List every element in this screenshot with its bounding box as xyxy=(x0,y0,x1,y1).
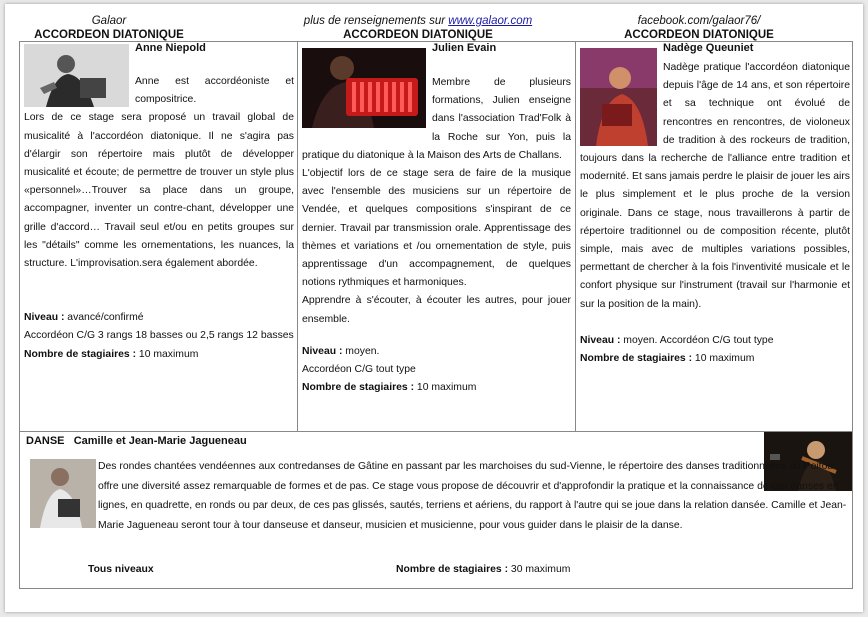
teacher-name: Julien Evain xyxy=(432,42,497,54)
level-label: Niveau : xyxy=(302,345,343,357)
column-divider xyxy=(575,42,576,431)
website-link[interactable]: www.galaor.com xyxy=(448,15,533,27)
level-line xyxy=(302,343,571,361)
level-label: Niveau : xyxy=(580,334,621,346)
teacher-card-anne xyxy=(24,42,294,364)
level-line xyxy=(580,332,850,350)
instrument-line: Accordéon C/G 3 rangs 18 basses ou 2,5 rangs 12 basses xyxy=(24,330,294,342)
accordion-player-photo-icon xyxy=(24,44,129,107)
teacher-photo xyxy=(24,44,129,107)
info-line xyxy=(293,14,543,28)
level-line xyxy=(24,309,294,327)
dance-level: Tous niveaux xyxy=(88,564,154,575)
teacher-intro: Membre de plusieurs formations, Julien enseigne dans l'association Trad'Folk à la Roche sur Yon, puis la pratique du diatonique à la Maison des Arts de Challans. xyxy=(302,77,571,161)
dance-section xyxy=(20,432,852,589)
section-title-center: ACCORDEON DIATONIQUE xyxy=(343,29,493,41)
dance-teachers: Camille et Jean-Marie Jagueneau xyxy=(73,435,247,447)
accordion-player-photo-icon xyxy=(302,48,426,128)
trainees-label: Nombre de stagiaires : xyxy=(580,353,693,365)
teacher-photo xyxy=(302,48,426,128)
teacher-description: Lors de ce stage sera proposé un travail global de musicalité à l'accordéon diatonique. Il ne s'agira pas d'élargir son répertoire mais plutôt de développer musicalité et écoute; de permettre de trouver un style plus «personnel»…Trouver sa place dans un groupe, accompagner, inventer un contre-chant, développer une grille d'accord… Travail seul et/ou en petits groupes sur les "détails" comme les ornementations, les nuances, la structure. L'improvisation.sera également abordée. xyxy=(24,112,294,270)
trainees-value: 10 maximum xyxy=(414,382,477,394)
musician-photo-icon xyxy=(30,459,96,528)
level-value: moyen. Accordéon C/G tout type xyxy=(620,334,774,346)
info-prefix: plus de renseignements sur xyxy=(303,15,449,27)
dance-label: DANSE xyxy=(26,435,65,447)
level-value: moyen. xyxy=(342,345,380,357)
teacher-closing: Apprendre à s'écouter, à écouter les autres, pour jouer ensemble. xyxy=(302,295,571,325)
header-center xyxy=(293,14,543,42)
instrument-line: Accordéon C/G tout type xyxy=(302,364,416,376)
header-right xyxy=(609,14,789,42)
teacher-description: L'objectif lors de ce stage sera de faire de la musique avec l'ensemble des musiciens sur un répertoire de Vendée, et quelques compositions s'inspirant de ce dernier. Travail par transmission orale. Apprentissage des thèmes et variations et /ou ornementation de style, puis apprentissage d'un accompagnement, de quelques notions rythmiques et harmoniques. xyxy=(302,168,571,289)
dance-description: Des rondes chantées vendéennes aux contredanses de Gâtine en passant par les marchoises du sud-Vienne, le répertoire des danses traditionnelles du Poitou offre une diversité assez remarquable de formes et de pas. Ce stage vous propose de découvrir et d'approfondir la pratique et la connaissance de ces danses en lignes, en quadrette, en ronds ou par deux, de ces pas glissés, sautés, terriens et aériens, du rapport à l'autre qui se joue dans la relation dansée. Camille et Jean-Marie Jagueneau seront tour à tour danseuse et danseur, musicien et musicienne, pour vous guider dans le plaisir de la danse. xyxy=(98,461,847,531)
level-value: avancé/confirmé xyxy=(64,312,144,324)
trainees-label: Nombre de stagiaires : xyxy=(24,348,137,360)
teacher-name: Nadège Queuniet xyxy=(663,42,754,54)
trainees-value: 30 maximum xyxy=(508,564,571,575)
trainees-line xyxy=(302,379,571,397)
trainees-label: Nombre de stagiaires : xyxy=(302,382,415,394)
teacher-name: Anne Niepold xyxy=(135,42,206,54)
section-title-right: ACCORDEON DIATONIQUE xyxy=(624,29,774,41)
dance-photo-left xyxy=(30,459,96,528)
dance-trainees xyxy=(396,564,570,575)
teacher-photo xyxy=(580,48,657,146)
program-grid xyxy=(19,41,853,589)
trainees-line xyxy=(24,346,294,364)
teacher-card-julien xyxy=(302,42,571,397)
accordion-player-photo-icon xyxy=(580,48,657,146)
teacher-description: Nadège pratique l'accordéon diatonique depuis l'âge de 14 ans, et son répertoire et sa technique ont évolué de rencontres en rencontres, de violoneux de tradition à des rockeurs de tradition, toujours dans la recherche de l'alliance entre tradition et modernité. Et sans jamais perdre le plaisir de jouer les airs le plus simplement et le plus proche de la version originale. Dans ce stage, nous travaillerons à partir de répertoire traditionnel ou de composition récente, plutôt simple, mais avec de multiples variations possibles, permettant de chercher à la fois l'inventivité musicale et le confort physique sur l'instrument (travail sur l'harmonie et sur la position de la main). xyxy=(580,62,850,310)
dance-title xyxy=(26,435,247,447)
trainees-value: 10 maximum xyxy=(136,348,199,360)
section-title-left: ACCORDEON DIATONIQUE xyxy=(34,29,184,41)
trainees-line xyxy=(580,350,850,368)
document-page xyxy=(5,4,863,612)
trainees-value: 10 maximum xyxy=(692,353,755,365)
level-label: Niveau : xyxy=(24,312,65,324)
brand-name: Galaor xyxy=(91,15,127,27)
teacher-card-nadege xyxy=(580,42,850,368)
header-left xyxy=(19,14,199,42)
teacher-intro: Anne est accordéoniste et compositrice. xyxy=(135,76,294,106)
trainees-label: Nombre de stagiaires : xyxy=(396,564,509,575)
facebook-link[interactable]: facebook.com/galaor76/ xyxy=(637,15,761,27)
column-divider xyxy=(297,42,298,431)
